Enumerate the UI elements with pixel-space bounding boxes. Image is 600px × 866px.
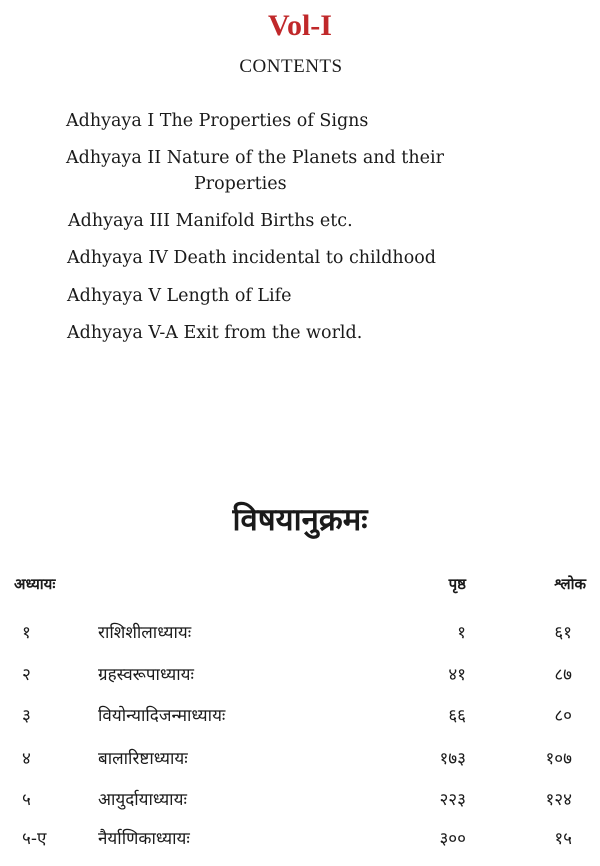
page-number: ६६: [448, 706, 466, 726]
page-number: १७३: [439, 749, 466, 769]
chapter-number: १: [22, 623, 31, 643]
column-header-adhyaya: अध्यायः: [14, 575, 56, 593]
chapter-number: ५-ए: [22, 829, 47, 849]
toc-item-6: [67, 320, 587, 346]
contents-heading: CONTENTS: [239, 56, 343, 77]
column-header-shloka: श्लोक: [554, 575, 586, 593]
shloka-count: १५: [554, 829, 572, 849]
table-row: [0, 662, 600, 692]
chapter-name: ग्रहस्वरूपाध्यायः: [98, 665, 194, 685]
shloka-count: ६१: [554, 623, 572, 643]
shloka-count: ८०: [554, 706, 572, 726]
toc-item-text: Adhyaya II Nature of the Planets and their: [66, 148, 444, 168]
table-row: [0, 787, 600, 817]
page-number: ४१: [448, 665, 466, 685]
table-row: [0, 746, 600, 776]
column-header-page: पृष्ठ: [448, 575, 466, 593]
toc-item-continuation: Properties: [194, 174, 287, 194]
page-number: २२३: [439, 790, 466, 810]
hindi-contents-title: विषयानुक्रमः: [232, 502, 368, 538]
toc-item-text: Adhyaya V-A Exit from the world.: [67, 323, 363, 343]
toc-item-1: [66, 108, 586, 134]
shloka-count: ८७: [554, 665, 572, 685]
toc-item-text: Adhyaya V Length of Life: [67, 286, 292, 306]
chapter-number: ५: [22, 790, 31, 810]
chapter-number: ३: [22, 706, 31, 726]
chapter-name: बालारिष्टाध्यायः: [98, 749, 188, 769]
shloka-count: १२४: [545, 790, 572, 810]
chapter-name: आयुर्दायाध्यायः: [98, 790, 187, 810]
toc-item-3: [68, 208, 588, 234]
toc-item-text: Adhyaya IV Death incidental to childhood: [67, 248, 436, 268]
toc-item-4: [67, 245, 587, 271]
shloka-count: १०७: [545, 749, 572, 769]
toc-item-5: [67, 283, 587, 309]
chapter-name: राशिशीलाध्यायः: [98, 623, 192, 643]
page-number: ३००: [439, 829, 466, 849]
volume-title: Vol-I: [268, 9, 332, 42]
chapter-name: वियोन्यादिजन्माध्यायः: [98, 706, 226, 726]
table-row: [0, 826, 600, 856]
page-number: १: [457, 623, 466, 643]
toc-item-text: Adhyaya III Manifold Births etc.: [68, 211, 353, 231]
chapter-number: ४: [22, 749, 31, 769]
table-row: [0, 620, 600, 650]
chapter-number: २: [22, 665, 31, 685]
chapter-name: नैर्याणिकाध्यायः: [98, 829, 190, 849]
toc-item-text: Adhyaya I The Properties of Signs: [66, 111, 369, 131]
toc-item-2: [66, 145, 586, 197]
table-row: [0, 703, 600, 733]
